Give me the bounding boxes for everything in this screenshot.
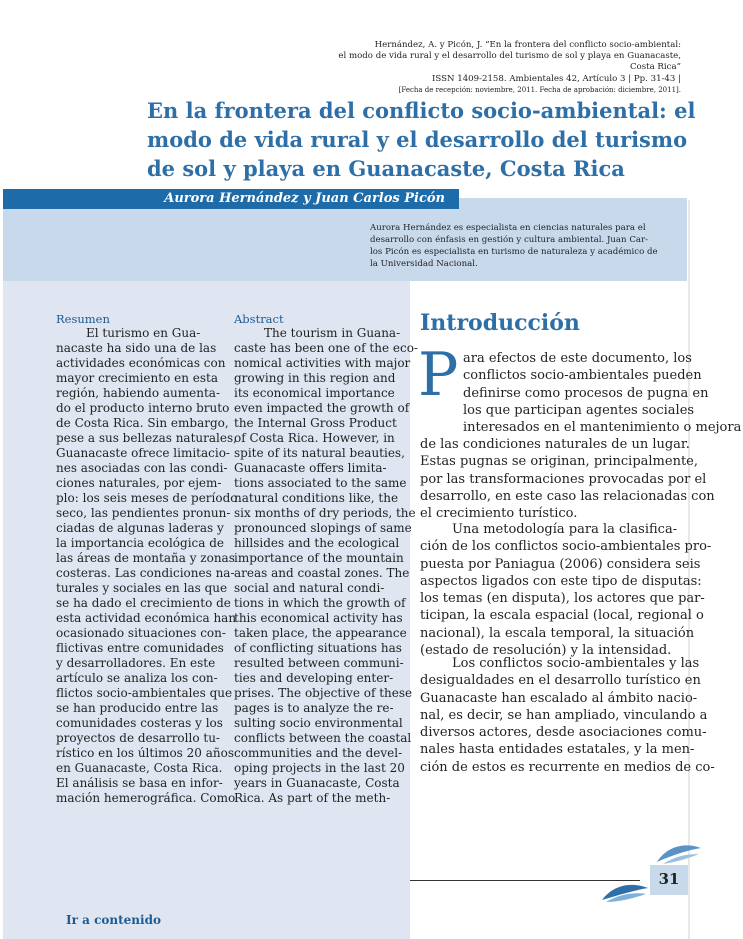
resumen-heading: Resumen xyxy=(56,312,110,326)
citation-line: el modo de vida rural y el desarrollo del turismo de sol y playa en Guanacaste, xyxy=(338,51,681,62)
resumen-line: en Guanacaste, Costa Rica. xyxy=(56,761,223,775)
title-line: modo de vida rural y el desarrollo del turismo xyxy=(147,127,688,152)
intro-line: por las transformaciones provocadas por el xyxy=(420,471,707,487)
intro-line: nacional), la escala temporal, la situación xyxy=(420,625,695,641)
abstract-line: its economical importance xyxy=(234,386,395,400)
abstract-line: the Internal Gross Product xyxy=(234,416,397,430)
citation-line: Costa Rica” xyxy=(629,62,681,73)
abstract-line: social and natural condi- xyxy=(234,581,385,595)
resumen-line: nes asociadas con las condi- xyxy=(56,461,228,475)
bio-line: los Picón es especialista en turismo de naturaleza y académico de xyxy=(370,247,658,257)
intro-line: ción de los conflictos socio-ambientales pro- xyxy=(420,539,712,555)
abstract-heading: Abstract xyxy=(234,312,284,326)
intro-line: (estado de resolución) y la intensidad. xyxy=(420,642,672,658)
abstract-line: this economical activity has xyxy=(234,611,403,625)
resumen-line: do el producto interno bruto xyxy=(56,401,230,415)
intro-line: definirse como procesos de pugna en xyxy=(463,385,709,401)
abstract-line: taken place, the appearance xyxy=(234,626,407,640)
resumen-line: mación hemerográfica. Como xyxy=(56,791,236,805)
title-line: de sol y playa en Guanacaste, Costa Rica xyxy=(147,156,625,181)
abstract-line: spite of its natural beauties, xyxy=(234,446,405,460)
bio-line: Aurora Hernández es especialista en ciencias naturales para el xyxy=(370,223,646,233)
author-names: Aurora Hernández y Juan Carlos Picón xyxy=(164,191,445,206)
citation-line: ISSN 1409-2158. Ambientales 42, Artículo 3 | Pp. 31-43 | xyxy=(431,73,681,84)
leaf-ornament-icon xyxy=(600,880,650,904)
abstract-line: importance of the mountain xyxy=(234,551,404,565)
page-number: 31 xyxy=(658,870,680,888)
intro-line: Los conflictos socio-ambientales y las xyxy=(452,656,700,671)
intro-line: Guanacaste han escalado al ámbito nacio- xyxy=(420,690,698,706)
abstract-line: Guanacaste offers limita- xyxy=(234,461,387,475)
citation-dates: [Fecha de recepción: noviembre, 2011. Fecha de aprobación: diciembre, 2011]. xyxy=(398,85,681,94)
drop-cap: P xyxy=(418,340,459,410)
intro-line: de las condiciones naturales de un lugar. xyxy=(420,437,690,452)
abstract-line: years in Guanacaste, Costa xyxy=(234,776,400,790)
resumen-line: esta actividad económica han xyxy=(56,611,237,625)
resumen-line: actividades económicas con xyxy=(56,356,226,370)
abstract-line: pronounced slopings of same xyxy=(234,521,412,535)
intro-line: Estas pugnas se originan, principalmente, xyxy=(420,454,698,470)
bio-line: desarrollo con énfasis en gestión y cultura ambiental. Juan Car- xyxy=(370,235,649,245)
resumen-line: la importancia ecológica de xyxy=(56,536,224,550)
intro-line: desigualdades en el desarrollo turístico en xyxy=(420,673,701,689)
intro-paragraph-1-indented xyxy=(463,350,741,436)
abstract-line: resulted between communi- xyxy=(234,656,404,670)
resumen-line: región, habiendo aumenta- xyxy=(56,386,221,400)
abstract-line: oping projects in the last 20 xyxy=(234,761,405,775)
resumen-line: flictos socio-ambientales que xyxy=(56,686,233,700)
abstract-line: conflicts between the coastal xyxy=(234,731,412,745)
resumen-line: plo: los seis meses de período xyxy=(56,491,238,505)
abstract-line: of Costa Rica. However, in xyxy=(234,431,395,445)
resumen-line: artículo se analiza los con- xyxy=(56,671,218,685)
abstract-line: The tourism in Guana- xyxy=(264,326,401,340)
intro-line: nal, es decir, se han ampliado, vinculando a xyxy=(420,707,708,723)
resumen-line: El turismo en Gua- xyxy=(86,326,201,340)
intro-line: nales hasta entidades estatales, y la men- xyxy=(420,742,695,758)
resumen-line: nacaste ha sido una de las xyxy=(56,341,217,355)
abstract-line: caste has been one of the eco- xyxy=(234,341,418,355)
leaf-ornament-icon xyxy=(655,840,703,866)
citation-block xyxy=(241,40,681,96)
author-bio xyxy=(370,222,686,270)
author-bar xyxy=(3,189,459,209)
abstract-line: ties and developing enter- xyxy=(234,671,394,685)
intro-paragraph-1 xyxy=(420,436,715,522)
resumen-line: comunidades costeras y los xyxy=(56,716,223,730)
intro-line: puesta por Paniagua (2006) considera seis xyxy=(420,556,701,572)
intro-line: desarrollo, en este caso las relacionadas con xyxy=(420,488,715,504)
resumen-line: Guanacaste ofrece limitacio- xyxy=(56,446,230,460)
resumen-line: ciones naturales, por ejem- xyxy=(56,476,222,490)
intro-line: conflictos socio-ambientales pueden xyxy=(463,368,702,384)
abstract-line: even impacted the growth of xyxy=(234,401,410,415)
abstract-line: pages is to analyze the re- xyxy=(234,701,394,715)
intro-paragraph-2 xyxy=(420,521,711,659)
abstract-line: tions associated to the same xyxy=(234,476,407,490)
resumen-line: las áreas de montaña y zonas xyxy=(56,551,235,565)
resumen-line: y desarrolladores. En este xyxy=(56,656,216,670)
intro-line: los que participan agentes sociales xyxy=(463,402,695,418)
abstract-line: areas and coastal zones. The xyxy=(234,566,410,580)
abstract-text xyxy=(234,326,418,806)
intro-line: Una metodología para la clasifica- xyxy=(452,522,678,537)
abstract-line: tions in which the growth of xyxy=(234,596,406,610)
intro-line: aspectos ligados con este tipo de disputas: xyxy=(420,573,702,589)
intro-line: interesados en el mantenimiento o mejora xyxy=(463,420,742,435)
intro-line: ticipan, la escala espacial (local, regional o xyxy=(420,608,704,624)
resumen-line: flictivas entre comunidades xyxy=(56,641,224,655)
citation-line: Hernández, A. y Picón, J. “En la frontera del conflicto socio-ambiental: xyxy=(374,40,681,50)
intro-line: los temas (en disputa), los actores que par- xyxy=(420,591,705,606)
abstract-line: Rica. As part of the meth- xyxy=(234,791,391,805)
abstract-line: communities and the devel- xyxy=(234,746,403,760)
abstract-line: natural conditions like, the xyxy=(234,491,399,505)
intro-line: diversos actores, desde asociaciones comu- xyxy=(420,725,707,740)
resumen-line: ocasionado situaciones con- xyxy=(56,626,226,640)
abstract-line: nomical activities with major xyxy=(234,356,411,370)
intro-line: ción de estos es recurrente en medios de co- xyxy=(420,759,715,775)
resumen-line: se ha dado el crecimiento de xyxy=(56,596,231,610)
abstract-line: growing in this region and xyxy=(234,371,396,385)
resumen-line: turales y sociales en las que xyxy=(56,581,228,595)
section-heading-introduccion: Introducción xyxy=(420,310,580,336)
title-line: En la frontera del conflicto socio-ambiental: el xyxy=(147,98,696,123)
resumen-line: seco, las pendientes pronun- xyxy=(56,506,231,520)
abstract-line: six months of dry periods, the xyxy=(234,506,416,520)
intro-paragraph-3 xyxy=(420,655,715,776)
resumen-line: ciadas de algunas laderas y xyxy=(56,521,224,535)
resumen-line: El análisis se basa en infor- xyxy=(56,776,223,790)
article-title xyxy=(147,96,707,183)
resumen-text xyxy=(56,326,238,806)
intro-line: ara efectos de este documento, los xyxy=(463,351,692,366)
resumen-line: mayor crecimiento en esta xyxy=(56,371,218,385)
abstract-line: hillsides and the ecological xyxy=(234,536,400,550)
abstract-line: sulting socio environmental xyxy=(234,716,403,730)
resumen-line: de Costa Rica. Sin embargo, xyxy=(56,416,229,430)
bio-line: la Universidad Nacional. xyxy=(370,259,478,269)
resumen-line: costeras. Las condiciones na- xyxy=(56,566,235,580)
intro-line: el crecimiento turístico. xyxy=(420,506,578,521)
resumen-line: proyectos de desarrollo tu- xyxy=(56,731,220,745)
resumen-line: rístico en los últimos 20 años xyxy=(56,746,234,760)
resumen-line: se han producido entre las xyxy=(56,701,219,715)
resumen-line: pese a sus bellezas naturales, xyxy=(56,431,237,445)
footer-rule xyxy=(410,880,640,881)
abstract-line: of conflicting situations has xyxy=(234,641,402,655)
go-to-contents-link[interactable]: Ir a contenido xyxy=(66,913,161,927)
abstract-line: prises. The objective of these xyxy=(234,686,413,700)
